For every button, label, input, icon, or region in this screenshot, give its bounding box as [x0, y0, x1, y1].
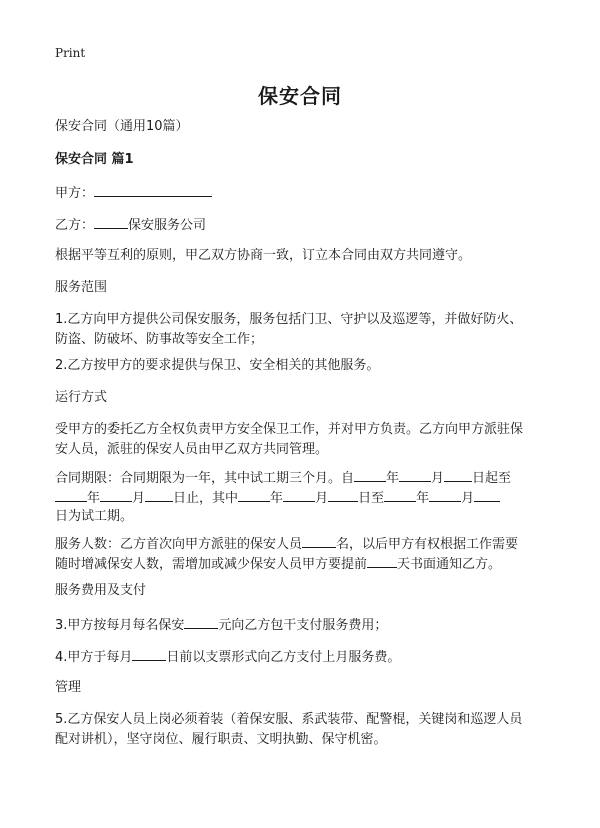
party-b-suffix: 保安服务公司 [128, 218, 207, 233]
staff-days-blank [367, 553, 397, 568]
intro-paragraph: 根据平等互利的原则，甲乙双方协商一致，订立本合同由双方共同遵守。 [55, 248, 472, 263]
item4-prefix: 4.甲方于每月 [55, 650, 133, 665]
item5-line2: 配对讲机），坚守岗位、履行职责、文明执勤、保守机密。 [55, 732, 387, 747]
party-b-line [55, 214, 550, 236]
staff-line1 [55, 533, 550, 555]
item3 [55, 614, 550, 636]
term-line1 [55, 467, 550, 489]
term-line3: 日为试工期。 [55, 509, 134, 524]
term-blank [444, 467, 472, 482]
party-b-label: 乙方： [55, 218, 95, 233]
heading-service-scope: 服务范围 [55, 280, 108, 295]
term-line2 [55, 487, 550, 509]
operation-line1: 受甲方的委托乙方全权负责甲方安全保卫工作，并对甲方负责。乙方向甲方派驻保 [55, 422, 524, 437]
term-day-to: 日至 [358, 491, 385, 506]
term-year: 年 [386, 471, 400, 486]
item3-prefix: 3.甲方按每月每名保安 [55, 618, 185, 633]
term-blank [328, 487, 358, 502]
print-link[interactable]: Print [55, 46, 86, 60]
term-month: 月 [132, 491, 146, 506]
heading-management: 管理 [55, 680, 82, 695]
term-blank [55, 487, 87, 502]
staff-mid: 名，以后甲方有权根据工作需要 [336, 537, 519, 552]
document-title: 保安合同 [258, 84, 342, 108]
document-subtitle: 保安合同（通用10篇） [55, 119, 189, 134]
term-month: 月 [461, 491, 475, 506]
section-heading: 保安合同 篇1 [55, 152, 134, 167]
term-prefix: 合同期限：合同期限为一年，其中试工期三个月。自 [55, 471, 355, 486]
staff-line2-prefix: 随时增减保安人数，需增加或减少保安人员甲方要提前 [55, 557, 368, 572]
term-month: 月 [431, 471, 445, 486]
term-blank [354, 467, 386, 482]
staff-prefix: 服务人数：乙方首次向甲方派驻的保安人员 [55, 537, 303, 552]
staff-blank [302, 533, 336, 548]
term-blank [474, 487, 500, 502]
term-blank [399, 467, 431, 482]
item3-blank [184, 614, 218, 629]
staff-line2-suffix: 天书面通知乙方。 [397, 557, 502, 572]
item3-suffix: 元向乙方包干支付服务费用； [218, 618, 388, 633]
party-a-label: 甲方： [55, 186, 95, 201]
heading-operation: 运行方式 [55, 390, 108, 405]
item5-line1: 5.乙方保安人员上岗必须着装（着保安服、系武装带、配警棍，关键岗和巡逻人员 [55, 712, 523, 727]
term-month: 月 [315, 491, 329, 506]
term-blank [283, 487, 315, 502]
term-blank [238, 487, 270, 502]
item4-blank [132, 646, 166, 661]
party-b-blank [94, 214, 128, 229]
term-blank [429, 487, 461, 502]
term-year: 年 [270, 491, 284, 506]
item2: 2.乙方按甲方的要求提供与保卫、安全相关的其他服务。 [55, 358, 380, 373]
staff-line2 [55, 553, 550, 575]
item1-line2: 防盗、防破坏、防事故等安全工作； [55, 332, 264, 347]
term-year: 年 [416, 491, 430, 506]
term-blank [145, 487, 173, 502]
heading-fees: 服务费用及支付 [55, 583, 147, 598]
term-day-from: 日起至 [472, 471, 512, 486]
party-a-line [55, 182, 550, 204]
party-a-blank [94, 182, 212, 197]
item4-suffix: 日前以支票形式向乙方支付上月服务费。 [166, 650, 401, 665]
term-day-end: 日止，其中 [173, 491, 239, 506]
term-blank [384, 487, 416, 502]
item1-line1: 1.乙方向甲方提供公司保安服务，服务包括门卫、守护以及巡逻等，并做好防火、 [55, 312, 523, 327]
operation-line2: 安人员，派驻的保安人员由甲乙双方共同管理。 [55, 442, 329, 457]
item4 [55, 646, 550, 668]
term-blank [100, 487, 132, 502]
term-year: 年 [87, 491, 101, 506]
